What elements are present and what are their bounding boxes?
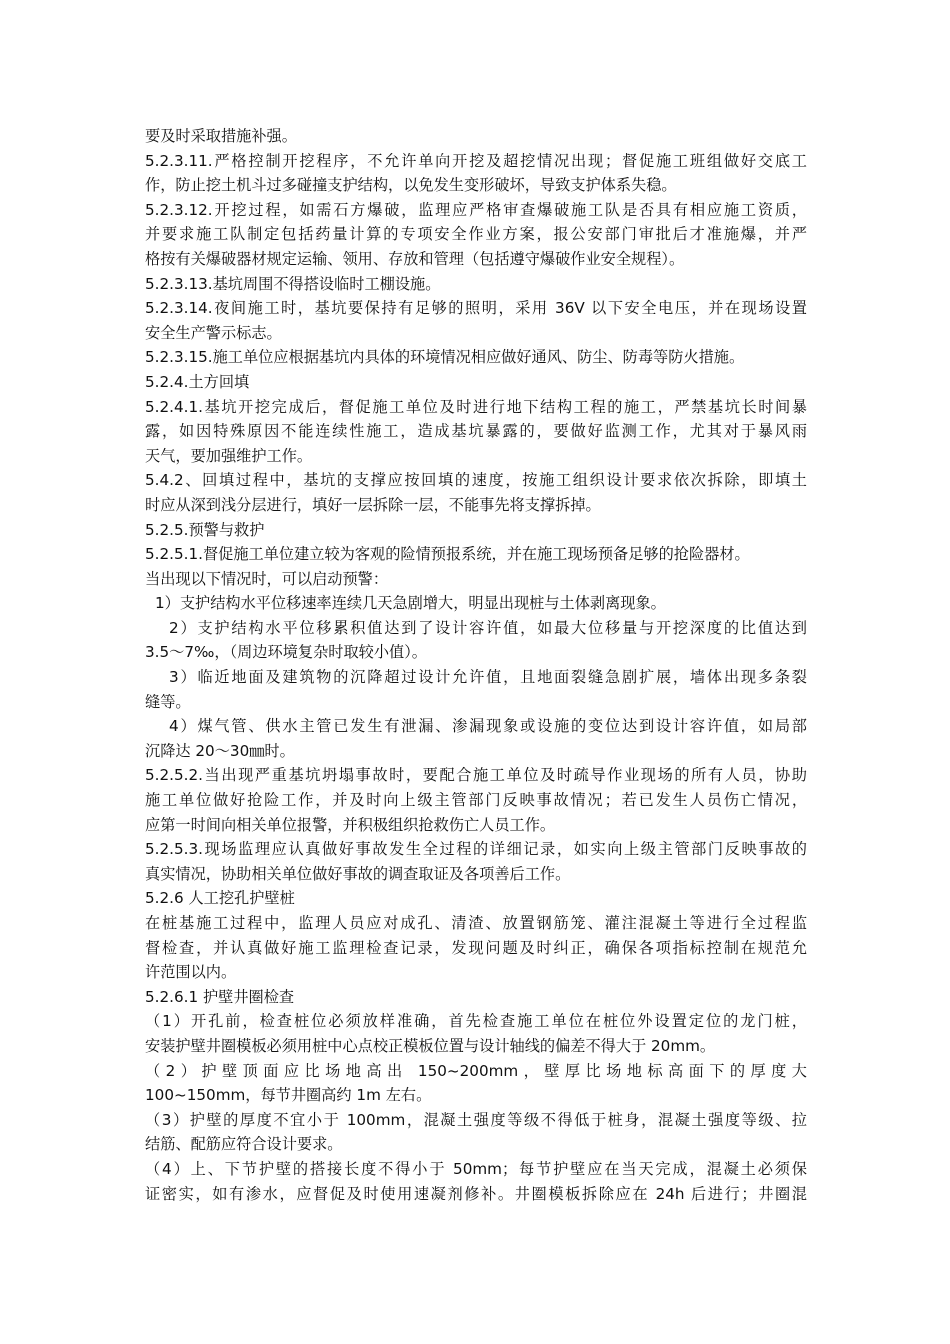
- text-line: 作，防止挖土机斗过多碰撞支护结构，以免发生变形破坏，导致支护体系失稳。: [145, 176, 677, 195]
- text-line: 在桩基施工过程中，监理人员应对成孔、清渣、放置钢筋笼、灌注混凝土等进行全过程监: [145, 914, 807, 932]
- text-line: 5.2.5.1.督促施工单位建立较为客观的险情预报系统，并在施工现场预备足够的抢险器材。: [145, 545, 750, 564]
- list-item: （2）护壁顶面应比场地高出 150~200mm，壁厚比场地标高面下的厚度大: [145, 1061, 807, 1080]
- text-line: 结筋、配筋应符合设计要求。: [145, 1135, 343, 1154]
- text-line: 当出现以下情况时，可以启动预警：: [145, 569, 388, 588]
- text-line: 3.5～7‰，（周边环境复杂时取较小值）。: [145, 643, 427, 662]
- list-item: （3）护壁的厚度不宜小于 100mm，混凝土强度等级不得低于桩身，混凝土强度等级、拉: [145, 1110, 807, 1129]
- text-line: 格按有关爆破器材规定运输、领用、存放和管理（包括遵守爆破作业安全规程）。: [145, 249, 685, 268]
- section-heading: 5.2.4.土方回填: [145, 372, 250, 391]
- text-line: 并要求施工队制定包括药量计算的专项安全作业方案，报公安部门审批后才准施爆，并严: [145, 225, 807, 244]
- text-line: 天气，要加强维护工作。: [145, 446, 313, 465]
- text-line: 5.4.2、回填过程中，基坑的支撑应按回填的速度，按施工组织设计要求依次拆除，即填土: [145, 471, 807, 490]
- list-item: 4）煤气管、供水主管已发生有泄漏、渗漏现象或设施的变位达到设计容许值，如局部: [169, 717, 807, 736]
- text-line: 露，如因特殊原因不能连续性施工，造成基坑暴露的，要做好监测工作，尤其对于暴风雨: [145, 422, 807, 441]
- section-heading: 5.2.6 人工挖孔护壁桩: [145, 889, 295, 908]
- text-line: 证密实，如有渗水，应督促及时使用速凝剂修补。井圈模板拆除应在 24h 后进行；井圈混: [145, 1184, 807, 1203]
- list-item: （4）上、下节护壁的搭接长度不得小于 50mm；每节护壁应在当天完成，混凝土必须保: [145, 1159, 807, 1178]
- section-heading: 5.2.5.预警与救护: [145, 520, 265, 539]
- text-line: 5.2.3.15.施工单位应根据基坑内具体的环境情况相应做好通风、防尘、防毒等防火措施。: [145, 348, 745, 367]
- text-line: 缝等。: [145, 692, 191, 711]
- text-line: 沉降达 20～30㎜时。: [145, 741, 295, 760]
- document-body: [145, 124, 807, 1206]
- list-item: 3）临近地面及建筑物的沉降超过设计允许值，且地面裂缝急剧扩展，墙体出现多条裂: [169, 668, 807, 687]
- list-item: 2）支护结构水平位移累积值达到了设计容许值，如最大位移量与开挖深度的比值达到: [169, 618, 807, 637]
- text-line: 许范围以内。: [145, 963, 237, 982]
- text-line: 安全生产警示标志。: [145, 323, 282, 342]
- text-line: 时应从深到浅分层进行，填好一层拆除一层，不能事先将支撑拆掉。: [145, 495, 601, 514]
- text-line: 安装护壁井圈模板必须用桩中心点校正模板位置与设计轴线的偏差不得大于 20mm。: [145, 1036, 716, 1055]
- text-line: 督检查，并认真做好施工监理检查记录，发现问题及时纠正，确保各项指标控制在规范允: [145, 938, 807, 957]
- text-line: 100~150mm，每节井圈高约 1m 左右。: [145, 1086, 432, 1105]
- text-line: 5.2.3.11.严格控制开挖程序，不允许单向开挖及超挖情况出现；督促施工班组做好交底工: [145, 151, 807, 170]
- text-line: 5.2.3.12.开挖过程，如需石方爆破，监理应严格审查爆破施工队是否具有相应施工资质，: [145, 200, 807, 219]
- section-heading: 5.2.6.1 护壁井圈检查: [145, 987, 295, 1006]
- text-line: 5.2.5.3.现场监理应认真做好事故发生全过程的详细记录，如实向上级主管部门反映事故的: [145, 840, 807, 859]
- list-item: 1）支护结构水平位移速率连续几天急剧增大，明显出现桩与土体剥离现象。: [155, 594, 666, 613]
- text-line: 5.2.5.2.当出现严重基坑坍塌事故时，要配合施工单位及时疏导作业现场的所有人员，协助: [145, 766, 807, 785]
- text-line: 应第一时间向相关单位报警，并积极组织抢救伤亡人员工作。: [145, 815, 556, 834]
- text-line: 5.2.3.13.基坑周围不得搭设临时工棚设施。: [145, 274, 441, 293]
- text-line: 真实情况，协助相关单位做好事故的调查取证及各项善后工作。: [145, 864, 571, 883]
- text-line: 5.2.3.14.夜间施工时，基坑要保持有足够的照明，采用 36V 以下安全电压，并在现场设置: [145, 299, 807, 318]
- text-line: 5.2.4.1.基坑开挖完成后，督促施工单位及时进行地下结构工程的施工，严禁基坑长时间暴: [145, 397, 807, 416]
- list-item: （1）开孔前，检查桩位必须放样准确，首先检查施工单位在桩位外设置定位的龙门桩，: [145, 1012, 807, 1031]
- text-line: 要及时采取措施补强。: [145, 127, 297, 145]
- text-line: 施工单位做好抢险工作，并及时向上级主管部门反映事故情况；若已发生人员伤亡情况，: [145, 791, 807, 810]
